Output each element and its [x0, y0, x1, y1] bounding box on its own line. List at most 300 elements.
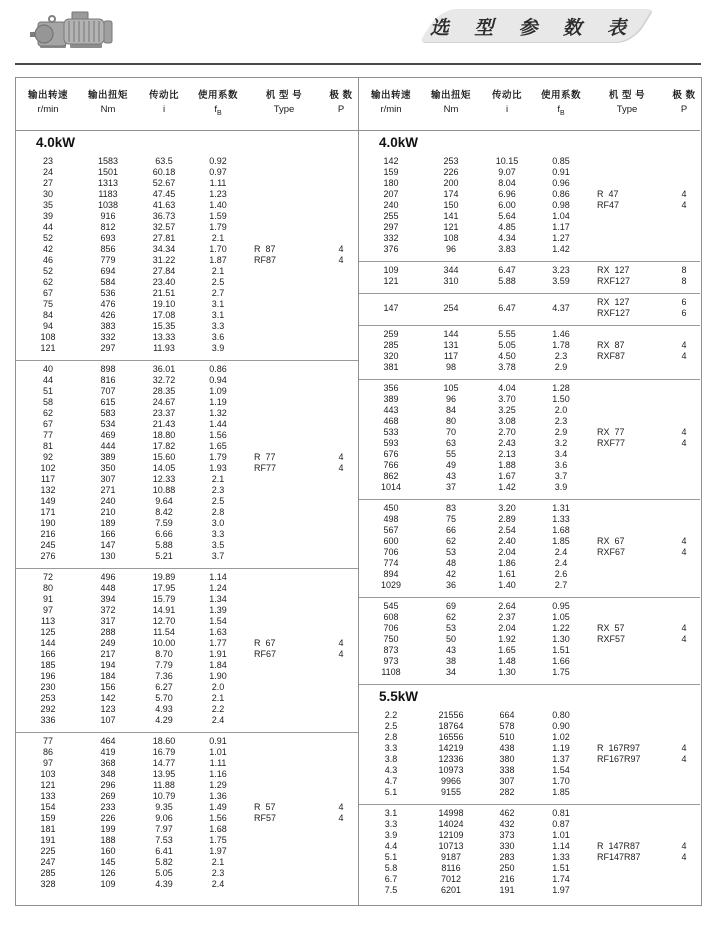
cell-fb: 3.9 [211, 343, 225, 353]
cell-rpm: 108 [40, 332, 56, 342]
cell-fb: 0.97 [209, 167, 227, 177]
cell-fb: 2.3 [554, 416, 568, 426]
cell-rpm: 593 [383, 438, 399, 448]
cell-torque: 156 [100, 682, 116, 692]
cell-fb: 3.0 [211, 518, 225, 528]
cell-fb: 1.75 [552, 667, 570, 677]
cell-fb: 3.4 [554, 449, 568, 459]
table-row [16, 758, 358, 769]
cell-ratio: 27.81 [152, 233, 176, 243]
cell-torque: 62 [445, 612, 456, 622]
cell-ratio: 1.40 [498, 580, 516, 590]
cell-ratio: 3.78 [498, 362, 516, 372]
cell-torque: 217 [100, 649, 116, 659]
cell-rpm: 381 [383, 362, 399, 372]
cell-torque: 121 [443, 222, 459, 232]
cell-rpm: 44 [42, 222, 53, 232]
table-row [16, 299, 358, 310]
power-section [359, 684, 700, 902]
cell-fb: 1.34 [209, 594, 227, 604]
cell-fb: 1.33 [552, 514, 570, 524]
cell-fb: 2.7 [554, 580, 568, 590]
table-row [359, 667, 700, 678]
table-row [359, 885, 700, 896]
cell-type: R 57 [254, 802, 276, 812]
cell-poles: 4 [681, 438, 687, 448]
cell-ratio: 23.40 [152, 277, 176, 287]
cell-rpm: 190 [40, 518, 56, 528]
cell-ratio: 1.92 [498, 634, 516, 644]
table-row [359, 427, 700, 438]
table-row [16, 715, 358, 726]
cell-torque: 1501 [97, 167, 119, 177]
table-header-left [16, 78, 358, 131]
cell-poles: 4 [338, 255, 344, 265]
cell-fb: 1.84 [209, 660, 227, 670]
cell-ratio: 1.88 [498, 460, 516, 470]
cell-type: RX 127 [597, 297, 630, 307]
table-row [16, 507, 358, 518]
cell-ratio: 17.08 [152, 310, 176, 320]
cell-ratio: 2.64 [498, 601, 516, 611]
cell-ratio: 34.34 [152, 244, 176, 254]
cell-torque: 779 [100, 255, 116, 265]
cell-fb: 3.3 [211, 321, 225, 331]
cell-ratio: 17.82 [152, 441, 176, 451]
cell-torque: 348 [100, 769, 116, 779]
cell-rpm: 240 [383, 200, 399, 210]
table-row [359, 580, 700, 591]
table-row [359, 536, 700, 547]
table-row [359, 438, 700, 449]
cell-type: RXF57 [597, 634, 626, 644]
cell-torque: 693 [100, 233, 116, 243]
column-header-rpm: 输出转速 r/min [27, 89, 68, 115]
table-row [16, 835, 358, 846]
table-row [359, 765, 700, 776]
cell-fb: 2.0 [211, 682, 225, 692]
cell-poles: 4 [681, 200, 687, 210]
cell-fb: 2.3 [554, 351, 568, 361]
cell-fb: 1.11 [209, 178, 227, 188]
cell-ratio: 9.35 [155, 802, 173, 812]
cell-fb: 2.4 [554, 547, 568, 557]
cell-ratio: 330 [499, 841, 515, 851]
column-header-poles: 极 数 P [672, 89, 696, 115]
cell-ratio: 15.35 [152, 321, 176, 331]
cell-ratio: 5.88 [498, 276, 516, 286]
cell-ratio: 3.20 [498, 503, 516, 513]
ratio-block [359, 261, 700, 293]
cell-poles: 4 [681, 754, 687, 764]
cell-fb: 1.22 [552, 623, 570, 633]
cell-poles: 4 [681, 536, 687, 546]
ratio-block [359, 153, 700, 261]
cell-rpm: 159 [40, 813, 56, 823]
cell-type: R 77 [254, 452, 276, 462]
cell-ratio: 52.67 [152, 178, 176, 188]
cell-fb: 1.54 [209, 616, 227, 626]
table-row [359, 514, 700, 525]
cell-type: RF57 [254, 813, 277, 823]
cell-torque: 368 [100, 758, 116, 768]
cell-torque: 69 [445, 601, 456, 611]
cell-ratio: 282 [499, 787, 515, 797]
cell-ratio: 19.89 [152, 572, 176, 582]
table-row [359, 754, 700, 765]
cell-rpm: 27 [42, 178, 53, 188]
table-row [359, 394, 700, 405]
column-header-fb: 使用系数 $f_B$ [540, 89, 581, 117]
cell-rpm: 181 [40, 824, 56, 834]
cell-ratio: 36.01 [152, 364, 176, 374]
cell-fb: 2.1 [211, 857, 225, 867]
cell-torque: 194 [100, 660, 116, 670]
cell-rpm: 443 [383, 405, 399, 415]
cell-fb: 1.46 [552, 329, 570, 339]
cell-rpm: 706 [383, 623, 399, 633]
cell-fb: 2.4 [554, 558, 568, 568]
cell-rpm: 144 [40, 638, 56, 648]
table-row [16, 572, 358, 583]
column-header-fb: 使用系数 $f_B$ [197, 89, 238, 117]
cell-type: R 67 [254, 638, 276, 648]
cell-ratio: 438 [499, 743, 515, 753]
cell-fb: 3.1 [211, 299, 225, 309]
cell-torque: 96 [445, 394, 456, 404]
table-row [359, 863, 700, 874]
gearmotor-photo [28, 6, 122, 58]
cell-type: RXF77 [597, 438, 626, 448]
cell-torque: 307 [100, 474, 116, 484]
table-row [359, 178, 700, 189]
cell-ratio: 63.5 [155, 156, 173, 166]
cell-rpm: 52 [42, 266, 53, 276]
cell-torque: 126 [100, 868, 116, 878]
cell-fb: 1.77 [209, 638, 227, 648]
cell-ratio: 11.54 [153, 627, 175, 637]
cell-rpm: 285 [40, 868, 56, 878]
table-row [359, 743, 700, 754]
cell-rpm: 80 [42, 583, 53, 593]
cell-poles: 4 [681, 427, 687, 437]
cell-ratio: 338 [499, 765, 515, 775]
cell-ratio: 18.60 [152, 736, 176, 746]
cell-rpm: 774 [383, 558, 399, 568]
cell-rpm: 44 [42, 375, 53, 385]
cell-fb: 2.5 [211, 277, 225, 287]
cell-ratio: 307 [499, 776, 515, 786]
cell-fb: 2.1 [211, 233, 225, 243]
cell-fb: 2.4 [211, 879, 225, 889]
table-row [359, 525, 700, 536]
cell-fb: 1.59 [209, 211, 227, 221]
cell-ratio: 9.06 [155, 813, 173, 823]
table-row [359, 233, 700, 244]
cell-ratio: 8.70 [155, 649, 173, 659]
table-row [16, 879, 358, 890]
cell-type: R 147R87 [597, 841, 641, 851]
cell-rpm: 67 [42, 288, 53, 298]
cell-ratio: 5.70 [155, 693, 173, 703]
cell-ratio: 373 [499, 830, 515, 840]
cell-torque: 14219 [438, 743, 464, 753]
header-divider-rule [15, 63, 701, 65]
cell-fb: 1.28 [552, 383, 570, 393]
table-row [359, 841, 700, 852]
table-row [359, 787, 700, 798]
power-section [359, 131, 700, 684]
cell-ratio: 31.22 [152, 255, 176, 265]
cell-torque: 130 [100, 551, 116, 561]
cell-rpm: 30 [42, 189, 53, 199]
cell-type: RXF87 [597, 351, 626, 361]
cell-torque: 109 [100, 879, 116, 889]
table-row [359, 416, 700, 427]
cell-torque: 12109 [438, 830, 464, 840]
cell-fb: 3.5 [211, 540, 225, 550]
table-row [16, 397, 358, 408]
selection-parameters-table [15, 77, 702, 906]
cell-torque: 98 [445, 362, 456, 372]
cell-ratio: 432 [499, 819, 515, 829]
cell-fb: 1.97 [209, 846, 227, 856]
cell-rpm: 121 [40, 780, 56, 790]
table-row [16, 638, 358, 649]
cell-ratio: 8.04 [498, 178, 516, 188]
table-right-half [358, 78, 700, 905]
cell-fb: 1.23 [209, 189, 227, 199]
cell-ratio: 8.42 [155, 507, 173, 517]
cell-rpm: 894 [383, 569, 399, 579]
cell-fb: 1.01 [552, 830, 570, 840]
power-rating-label: 4.0kW [36, 134, 76, 150]
cell-rpm: 600 [383, 536, 399, 546]
cell-fb: 2.1 [211, 474, 225, 484]
cell-ratio: 2.37 [498, 612, 516, 622]
cell-rpm: 5.8 [384, 863, 398, 873]
cell-fb: 1.33 [552, 852, 570, 862]
cell-rpm: 498 [383, 514, 399, 524]
cell-rpm: 121 [40, 343, 56, 353]
table-row [16, 616, 358, 627]
table-row [16, 288, 358, 299]
cell-torque: 66 [445, 525, 456, 535]
ratio-block [16, 568, 358, 732]
cell-ratio: 4.04 [498, 383, 516, 393]
cell-ratio: 191 [499, 885, 515, 895]
spanned-row [359, 297, 700, 319]
cell-rpm: 545 [383, 601, 399, 611]
cell-torque: 6201 [440, 885, 462, 895]
cell-ratio: 2.04 [498, 623, 516, 633]
cell-rpm: 86 [42, 747, 53, 757]
cell-rpm: 133 [40, 791, 56, 801]
cell-ratio: 18.80 [152, 430, 176, 440]
cell-fb: 3.59 [552, 276, 570, 286]
cell-rpm: 159 [383, 167, 399, 177]
column-header-ratio: 传动比 i [148, 89, 179, 115]
cell-rpm: 77 [42, 430, 53, 440]
cell-rpm: 255 [383, 211, 399, 221]
cell-torque: 150 [443, 200, 459, 210]
cell-torque: 426 [100, 310, 116, 320]
cell-rpm: 84 [42, 310, 53, 320]
cell-rpm: 5.1 [384, 852, 398, 862]
cell-ratio: 1.86 [498, 558, 516, 568]
cell-fb: 1.32 [209, 408, 227, 418]
cell-torque: 1313 [97, 178, 119, 188]
cell-ratio: 6.00 [498, 200, 516, 210]
table-row [16, 332, 358, 343]
cell-torque: 344 [443, 265, 459, 275]
table-row [16, 211, 358, 222]
cell-rpm: 3.1 [384, 808, 398, 818]
cell-rpm: 285 [383, 340, 399, 350]
cell-torque: 142 [100, 693, 116, 703]
cell-fb: 3.7 [211, 551, 225, 561]
cell-ratio: 1.61 [498, 569, 516, 579]
cell-ratio: 10.79 [152, 791, 176, 801]
cell-rpm: 3.8 [384, 754, 398, 764]
cell-fb: 1.85 [552, 536, 570, 546]
cell-torque: 49 [445, 460, 456, 470]
table-row [359, 612, 700, 623]
cell-rpm: 336 [40, 715, 56, 725]
cell-type: RF87 [254, 255, 277, 265]
cell-fb: 0.81 [552, 808, 570, 818]
cell-fb: 1.16 [209, 769, 227, 779]
cell-ratio: 36.73 [152, 211, 176, 221]
table-row [359, 244, 700, 255]
cell-rpm: 147 [383, 302, 399, 313]
table-row [359, 656, 700, 667]
cell-rpm: 196 [40, 671, 56, 681]
cell-rpm: 154 [40, 802, 56, 812]
cell-ratio: 28.35 [152, 386, 176, 396]
table-row [359, 265, 700, 276]
table-row [16, 310, 358, 321]
table-row [16, 244, 358, 255]
cell-torque: 75 [445, 514, 456, 524]
cell-poles: 4 [338, 452, 344, 462]
table-row [359, 405, 700, 416]
cell-ratio: 4.34 [498, 233, 516, 243]
cell-torque: 448 [100, 583, 116, 593]
cell-torque: 10713 [438, 841, 464, 851]
cell-torque: 253 [443, 156, 459, 166]
cell-fb: 2.9 [554, 427, 568, 437]
cell-ratio: 510 [499, 732, 515, 742]
cell-torque: 812 [100, 222, 116, 232]
cell-torque: 534 [100, 419, 116, 429]
cell-torque: 297 [100, 343, 116, 353]
cell-ratio: 5.82 [155, 857, 173, 867]
cell-fb: 0.96 [552, 178, 570, 188]
table-row [16, 780, 358, 791]
table-row [16, 857, 358, 868]
cell-torque: 189 [100, 518, 116, 528]
table-row [16, 441, 358, 452]
table-row [16, 321, 358, 332]
cell-ratio: 15.60 [152, 452, 176, 462]
cell-ratio: 2.40 [498, 536, 516, 546]
table-row [16, 452, 358, 463]
cell-rpm: 4.7 [384, 776, 398, 786]
cell-ratio: 2.89 [498, 514, 516, 524]
cell-fb: 1.50 [552, 394, 570, 404]
cell-ratio: 10.15 [495, 156, 519, 166]
cell-torque: 350 [100, 463, 116, 473]
cell-rpm: 533 [383, 427, 399, 437]
cell-rpm: 973 [383, 656, 399, 666]
cell-torque: 389 [100, 452, 116, 462]
column-header-type: 机 型 号 Type [265, 89, 303, 115]
cell-torque: 117 [443, 351, 459, 361]
cell-ratio: 1.65 [498, 645, 516, 655]
table-row [359, 558, 700, 569]
cell-torque: 816 [100, 375, 116, 385]
table-row [16, 693, 358, 704]
cell-fb: 3.6 [211, 332, 225, 342]
cell-torque: 317 [100, 616, 116, 626]
cell-rpm: 58 [42, 397, 53, 407]
table-row [16, 343, 358, 354]
cell-torque: 53 [445, 547, 456, 557]
table-row [16, 178, 358, 189]
cell-torque: 199 [100, 824, 116, 834]
cell-ratio: 14.05 [152, 463, 176, 473]
cell-rpm: 142 [383, 156, 399, 166]
cell-ratio: 6.27 [155, 682, 173, 692]
cell-fb: 1.54 [552, 765, 570, 775]
ratio-block [359, 804, 700, 902]
cell-type: RF67 [254, 649, 277, 659]
cell-torque: 21556 [438, 710, 464, 720]
cell-torque: 62 [445, 536, 456, 546]
cell-rpm: 376 [383, 244, 399, 254]
cell-rpm: 91 [42, 594, 53, 604]
cell-rpm: 706 [383, 547, 399, 557]
table-row [16, 824, 358, 835]
table-row [16, 802, 358, 813]
cell-rpm: 1029 [380, 580, 402, 590]
cell-rpm: 77 [42, 736, 53, 746]
table-row [359, 776, 700, 787]
cell-ratio: 13.95 [152, 769, 176, 779]
cell-ratio: 216 [499, 874, 515, 884]
cell-rpm: 51 [42, 386, 53, 396]
cell-fb: 3.2 [554, 438, 568, 448]
cell-rpm: 103 [40, 769, 56, 779]
cell-torque: 233 [100, 802, 116, 812]
cell-fb: 1.65 [209, 441, 227, 451]
cell-fb: 1.75 [209, 835, 227, 845]
table-row [359, 340, 700, 351]
cell-torque: 269 [100, 791, 116, 801]
cell-fb: 1.66 [552, 656, 570, 666]
cell-torque: 160 [100, 846, 116, 856]
cell-poles: 4 [681, 623, 687, 633]
cell-ratio: 32.57 [152, 222, 176, 232]
title-banner [418, 9, 648, 42]
cell-ratio: 12.33 [152, 474, 176, 484]
cell-type: RXF67 [597, 547, 626, 557]
cell-fb: 1.85 [552, 787, 570, 797]
cell-ratio: 6.47 [498, 265, 516, 275]
table-left-half [16, 78, 358, 905]
cell-ratio: 6.47 [498, 302, 516, 313]
